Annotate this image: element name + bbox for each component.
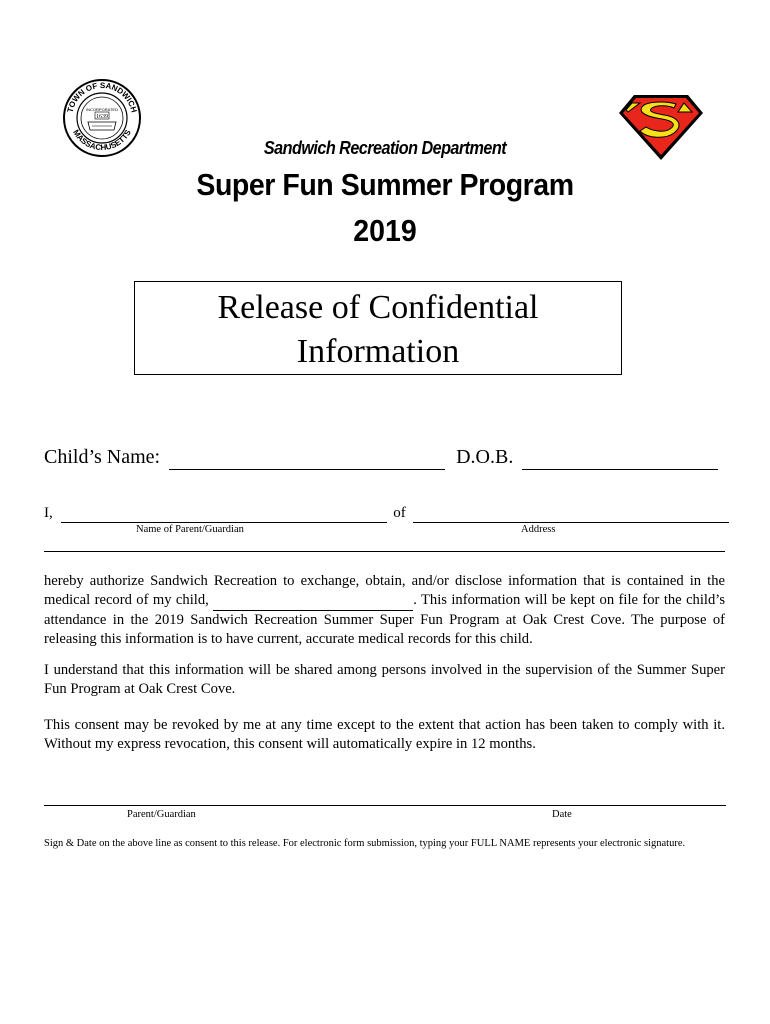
seal-bottom-text: MASSACHUSETTS (71, 128, 133, 153)
authorization-text-b: . This information will be kept on file for the child’s attendance in the 2019 Sandwich Recreation Summer Super Fun Program at Oak Crest Cove. The purpose of releasing this information is to have current, accurate medical records for this child. (44, 592, 725, 647)
consent-paragraph: This consent may be revoked by me at any time except to the extent that action has been taken to comply with it. Without my express revocation, this consent will automatically expire in 12 months. (44, 717, 725, 752)
seal-top-text: TOWN OF SANDWICH (65, 80, 139, 114)
form-title-line1: Release of Confidential (217, 289, 539, 326)
child-name-inline-field[interactable] (213, 591, 413, 611)
seal-inner-text: INCORPORATED (86, 107, 118, 112)
i-label: I, (44, 505, 53, 521)
of-label: of (393, 505, 406, 521)
program-year: 2019 (353, 213, 417, 248)
department-name: Sandwich Recreation Department (263, 138, 507, 158)
signature-line[interactable] (44, 805, 726, 806)
guardian-row (44, 505, 729, 523)
program-title: Super Fun Summer Program (196, 167, 574, 202)
authorization-text-a: hereby authorize Sandwich Recreation to exchange, obtain, and/or disclose information that is contained in the medical record of my child, (44, 573, 725, 608)
parent-guardian-caption: Parent/Guardian (127, 809, 196, 820)
dob-label: D.O.B. (456, 446, 514, 468)
authorization-paragraph (44, 572, 725, 649)
child-name-label: Child’s Name: (44, 446, 161, 468)
address-field[interactable] (413, 505, 729, 523)
signature-note: Sign & Date on the above line as consent to this release. For electronic form submission, typing your FULL NAME represents your electronic signature. (44, 838, 686, 849)
date-caption: Date (552, 809, 572, 820)
guardian-name-field[interactable] (61, 505, 387, 523)
address-continuation-line[interactable] (44, 551, 725, 552)
form-title-line2: Information (296, 333, 460, 370)
form-title-box (134, 281, 622, 375)
dob-field[interactable] (522, 446, 718, 470)
seal-year: 1639 (96, 114, 108, 120)
child-info-row (44, 446, 718, 470)
guardian-name-caption: Name of Parent/Guardian (136, 524, 244, 535)
address-caption: Address (521, 524, 556, 535)
child-name-field[interactable] (169, 446, 445, 470)
understanding-paragraph: I understand that this information will be shared among persons involved in the supervision of the Summer Super Fun Program at Oak Crest Cove. (44, 662, 725, 697)
